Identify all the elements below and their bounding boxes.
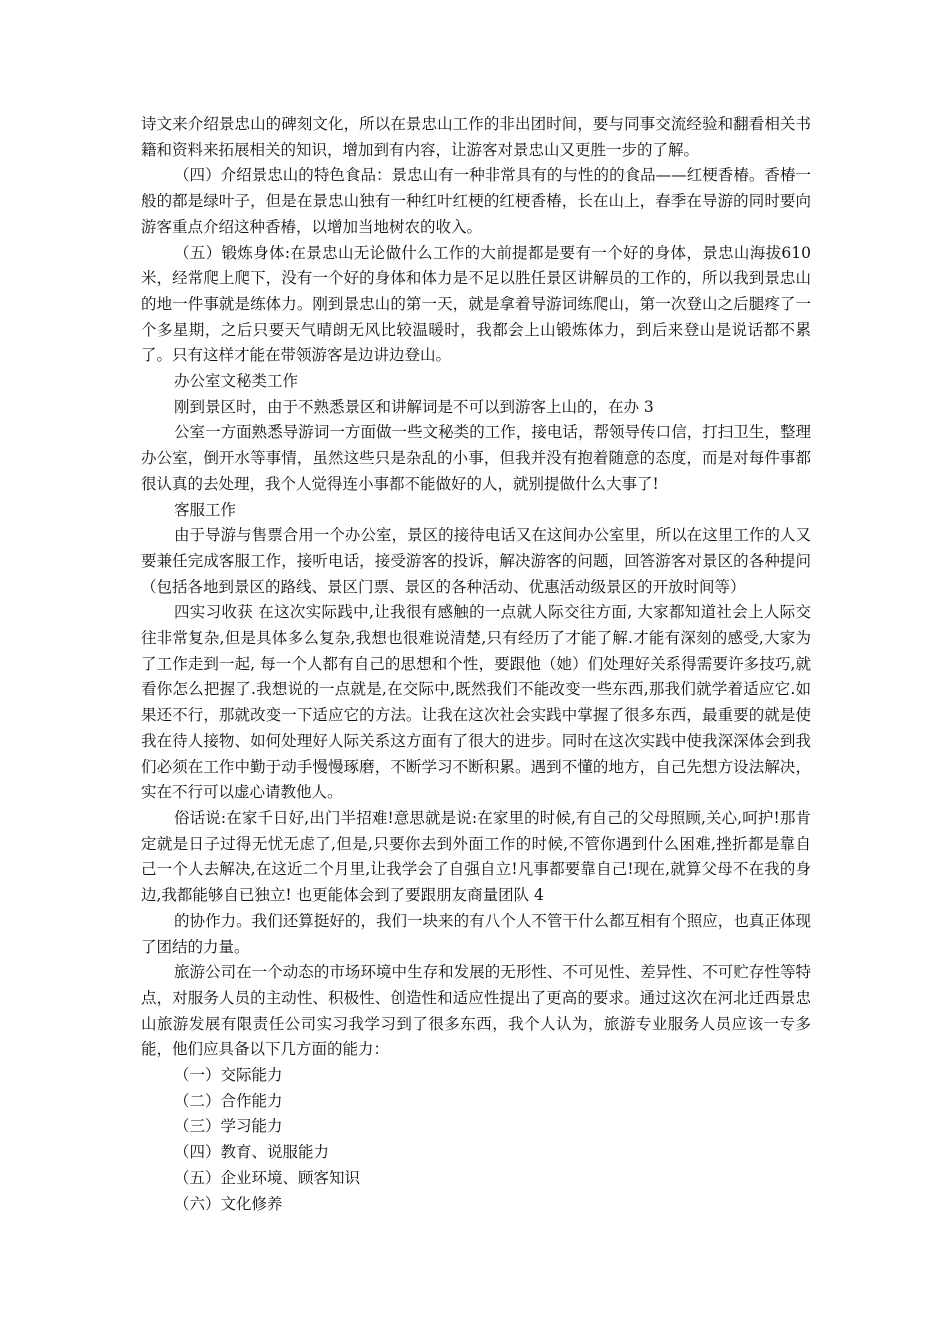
paragraph-tourism-company: 旅游公司在一个动态的市场环境中生存和发展的无形性、不可见性、差异性、不可贮存性等特点，对服务人员的主动性、积极性、创造性和适应性提出了更高的要求。通过这次在河北迁西景忠山旅游发展有限责任公司实习我学习到了很多东西，我个人认为，旅游专业服务人员应该一专多能，他们应具备以下几方面的能力： xyxy=(141,963,811,1059)
paragraph-internship-gains: 四实习收获 在这次实际践中,让我很有感触的一点就人际交往方面, 大家都知道社会上人际交往非常复杂,但是具体多么复杂,我想也很难说清楚,只有经历了才能了解.才能有深刻的感受,大家为了工作走到一起, 每一个人都有自己的思想和个性，要跟他（她）们处理好关系得需要许多技巧,就看你怎么把握了.我想说的一点就是,在交际中,既然我们不能改变一些东西,那我们就学着适应它.如果还不行，那就改变一下适应它的方法。让我在这次社会实践中掌握了很多东西，最重要的就是使我在待人接物、如何处理好人际关系这方面有了很大的进步。同时在这次实践中使我深深体会到我们必须在工作中勤于动手慢慢琢磨，不断学习不断积累。遇到不懂的地方，自己先想方设法解决，实在不行可以虚心请教他人。 xyxy=(141,603,811,802)
list-item: （五）企业环境、顾客知识 xyxy=(174,1168,361,1187)
section-heading-office-work: 办公室文秘类工作 xyxy=(174,372,299,391)
paragraph-customer-service: 由于导游与售票合用一个办公室，景区的接待电话又在这间办公室里，所以在这里工作的人又要兼任完成客服工作，接听电话，接受游客的投诉，解决游客的问题，回答游客对景区的各种提问（包括各地到景区的路线、景区门票、景区的各种活动、优惠活动级景区的开放时间等） xyxy=(141,526,811,596)
list-item: （六）文化修养 xyxy=(174,1194,283,1213)
list-item: （四）教育、说服能力 xyxy=(174,1143,330,1162)
paragraph-teamwork: 的协作力。我们还算挺好的，我们一块来的有八个人不管干什么都互相有个照应，也真正体现了团结的力量。 xyxy=(141,911,811,956)
list-item: （二）合作能力 xyxy=(174,1091,283,1110)
document-page xyxy=(141,112,811,1217)
list-item: （一）交际能力 xyxy=(174,1066,283,1085)
paragraph-proverb: 俗话说:在家千日好,出门半招难!意思就是说:在家里的时候,有自己的父母照顾,关心,呵护!那肯定就是日子过得无忧无虑了,但是,只要你去到外面工作的时候,不管你遇到什么困难,挫折都是靠自己一个人去解决,在这近二个月里,让我学会了自强自立!凡事都要靠自己!现在,就算父母不在我的身边,我都能够自已独立! 也更能体会到了要跟朋友商量团队 4 xyxy=(141,808,811,905)
paragraph-office-duties: 公室一方面熟悉导游词一方面做一些文秘类的工作，接电话，帮领导传口信，打扫卫生，整理办公室，倒开水等事情，虽然这些只是杂乱的小事，但我并没有抱着随意的态度，而是对每件事都很认真的去处理，我个人觉得连小事都不能做好的人，就别提做什么大事了! xyxy=(141,423,811,493)
list-item: （三）学习能力 xyxy=(174,1117,283,1136)
paragraph-special-food: （四）介绍景忠山的特色食品：景忠山有一种非常具有的与性的的食品——红梗香椿。香椿一般的都是绿叶子，但是在景忠山独有一种红叶红梗的红梗香椿，长在山上，春季在导游的同时要向游客重点介绍这种香椿，以增加当地树农的收入。 xyxy=(141,166,811,236)
ability-list xyxy=(141,1063,811,1217)
section-heading-customer-service: 客服工作 xyxy=(174,500,237,519)
paragraph-office-start: 刚到景区时，由于不熟悉景区和讲解词是不可以到游客上山的，在办 3 xyxy=(174,397,654,416)
paragraph-exercise: （五）锻炼身体:在景忠山无论做什么工作的大前提都是要有一个好的身体，景忠山海拔610米，经常爬上爬下，没有一个好的身体和体力是不足以胜任景区讲解员的工作的，所以我到景忠山的地一件事就是练体力。刚到景忠山的第一天，就是拿着导游词练爬山，第一次登山之后腿疼了一个多星期，之后只要天气晴朗无风比较温暖时，我都会上山锻炼体力，到后来登山是说话都不累了。只有这样才能在带领游客是边讲边登山。 xyxy=(141,243,811,365)
paragraph-intro-continuation: 诗文来介绍景忠山的碑刻文化，所以在景忠山工作的非出团时间，要与同事交流经验和翻看相关书籍和资料来拓展相关的知识，增加到有内容，让游客对景忠山又更胜一步的了解。 xyxy=(141,115,811,159)
